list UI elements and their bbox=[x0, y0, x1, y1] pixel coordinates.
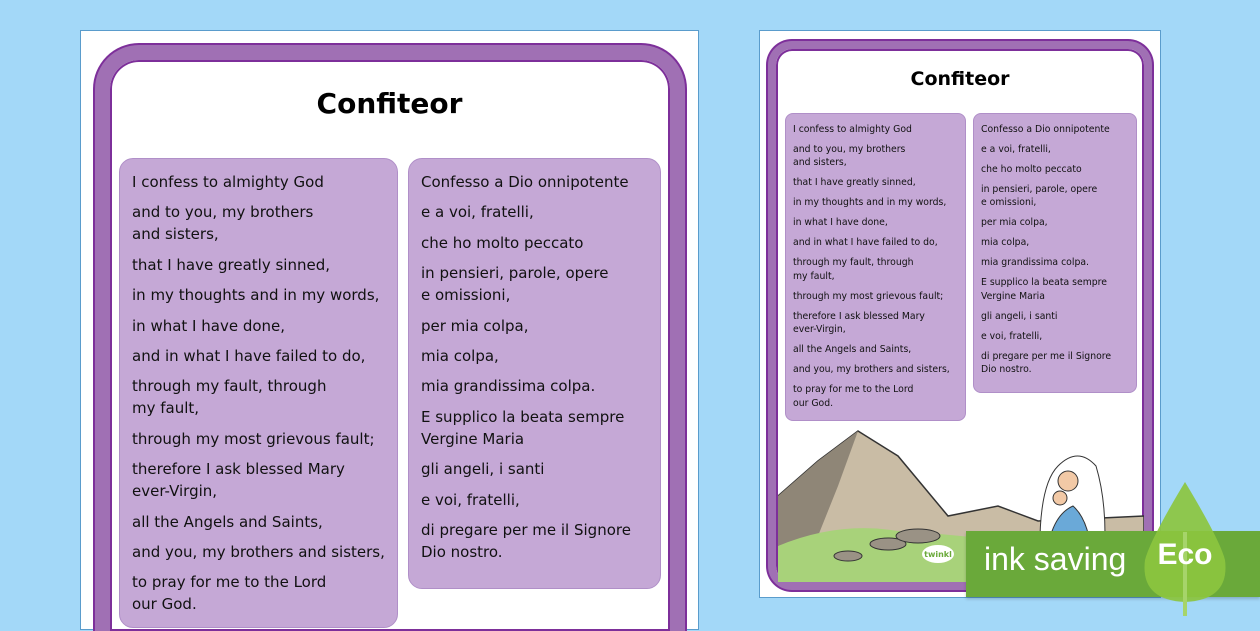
prayer-line: di pregare per me il Signore Dio nostro. bbox=[421, 520, 631, 561]
prayer-line: I confess to almighty God bbox=[132, 173, 324, 191]
prayer-line: through my most grievous fault; bbox=[793, 290, 944, 302]
prayer-line: all the Angels and Saints, bbox=[793, 344, 912, 356]
prayer-line: I confess to almighty God bbox=[793, 124, 912, 135]
prayer-line: di pregare per me il Signore Dio nostro. bbox=[981, 350, 1112, 376]
prayer-line: in what I have done, bbox=[793, 217, 888, 229]
eco-leaf-icon bbox=[1140, 480, 1230, 620]
small-page-preview bbox=[759, 30, 1161, 598]
prayer-line: through my most grievous fault; bbox=[132, 429, 375, 448]
prayer-line: E supplico la beata sempre Vergine Maria bbox=[421, 407, 625, 448]
prayer-line: through my fault, through my fault, bbox=[132, 377, 327, 418]
prayer-line: e a voi, fratelli, bbox=[421, 203, 534, 222]
prayer-line: and you, my brothers and sisters, bbox=[793, 364, 950, 376]
prayer-line: mia grandissima colpa. bbox=[981, 257, 1090, 269]
prayer-line: Confesso a Dio onnipotente bbox=[421, 173, 629, 191]
twinkl-logo-text: twinkl bbox=[924, 550, 952, 559]
prayer-line: and in what I have failed to do, bbox=[132, 346, 366, 365]
prayer-line: mia colpa, bbox=[421, 346, 499, 365]
prayer-line: gli angeli, i santi bbox=[981, 310, 1058, 322]
eco-label: Eco bbox=[1157, 538, 1213, 571]
prayer-line: through my fault, through my fault, bbox=[793, 257, 914, 282]
prayer-line: to pray for me to the Lord our God. bbox=[132, 573, 327, 614]
large-page-preview bbox=[80, 30, 699, 630]
prayer-line: therefore I ask blessed Mary ever-Virgin, bbox=[793, 310, 925, 336]
prayer-line: per mia colpa, bbox=[981, 217, 1048, 229]
prayer-line: mia grandissima colpa. bbox=[421, 377, 596, 396]
prayer-line: and to you, my brothers and sisters, bbox=[132, 203, 314, 244]
prayer-line: gli angeli, i santi bbox=[421, 460, 545, 479]
prayer-line: che ho molto peccato bbox=[981, 164, 1082, 175]
prayer-line: and you, my brothers and sisters, bbox=[132, 542, 385, 561]
prayer-line: and to you, my brothers and sisters, bbox=[793, 144, 906, 169]
prayer-line: in what I have done, bbox=[132, 316, 286, 335]
prayer-line: che ho molto peccato bbox=[421, 233, 584, 252]
prayer-line: that I have greatly sinned, bbox=[793, 177, 916, 189]
prayer-line: in pensieri, parole, opere e omissioni, bbox=[981, 184, 1098, 209]
page-title: Confiteor bbox=[316, 87, 463, 120]
prayer-line: e a voi, fratelli, bbox=[981, 144, 1051, 155]
ink-saving-label: ink saving bbox=[984, 541, 1127, 577]
prayer-line: to pray for me to the Lord our God. bbox=[793, 384, 914, 409]
prayer-line: e voi, fratelli, bbox=[981, 330, 1043, 342]
prayer-line: all the Angels and Saints, bbox=[132, 512, 323, 531]
prayer-line: therefore I ask blessed Mary ever-Virgin, bbox=[132, 460, 345, 501]
prayer-line: that I have greatly sinned, bbox=[132, 255, 330, 274]
page-title: Confiteor bbox=[910, 68, 1010, 90]
prayer-line: in pensieri, parole, opere e omissioni, bbox=[421, 264, 609, 305]
prayer-line: Confesso a Dio onnipotente bbox=[981, 124, 1110, 135]
english-text-box bbox=[785, 113, 966, 421]
prayer-line: e voi, fratelli, bbox=[421, 490, 520, 509]
prayer-line: in my thoughts and in my words, bbox=[793, 197, 947, 209]
italian-text-box bbox=[973, 113, 1137, 393]
prayer-line: mia colpa, bbox=[981, 237, 1030, 249]
english-text-box bbox=[119, 158, 398, 628]
prayer-line: E supplico la beata sempre Vergine Maria bbox=[981, 277, 1107, 302]
prayer-line: in my thoughts and in my words, bbox=[132, 286, 380, 305]
italian-text-box bbox=[408, 158, 661, 589]
prayer-line: and in what I have failed to do, bbox=[793, 237, 938, 249]
prayer-line: per mia colpa, bbox=[421, 316, 529, 335]
